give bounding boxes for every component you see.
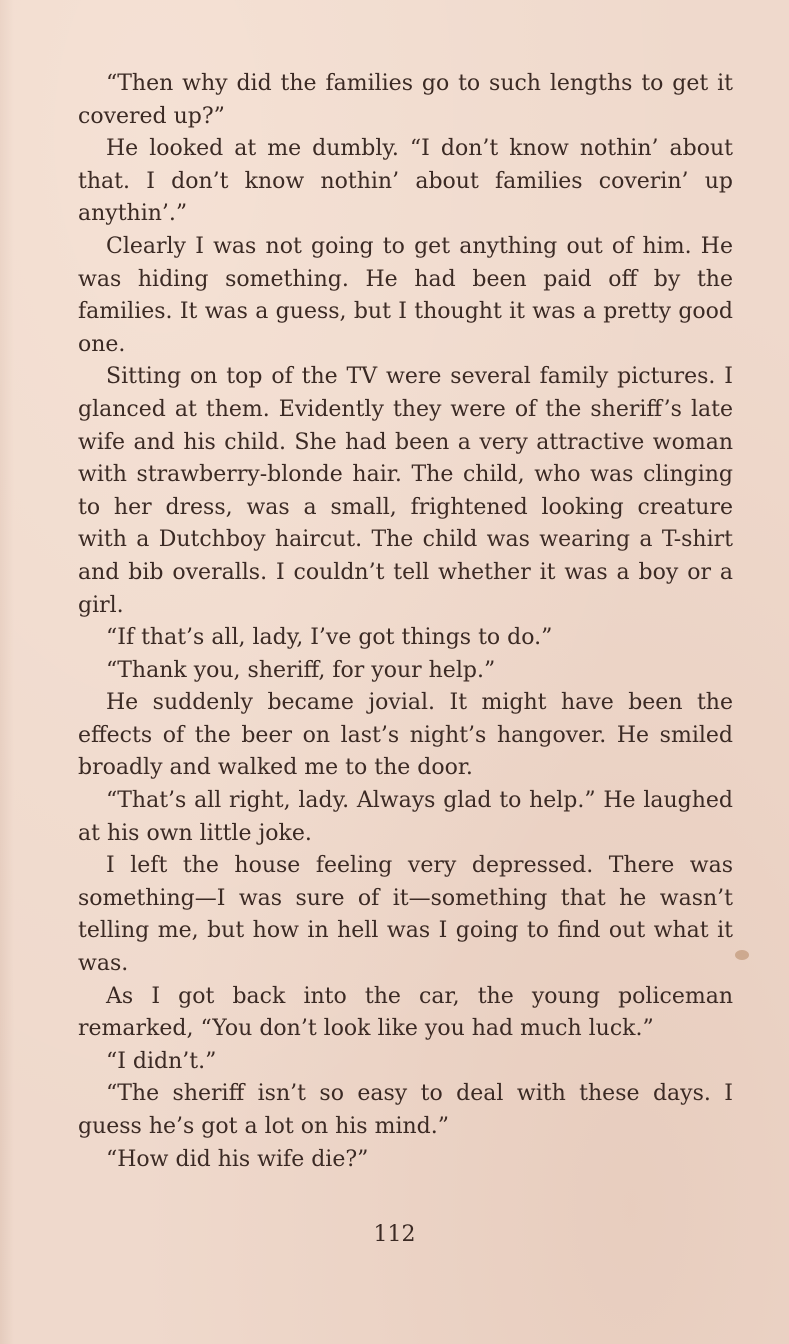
paper-stain [735, 950, 749, 960]
paragraph: As I got back into the car, the young policeman remarked, “You don’t look like you had much luck.” [78, 983, 733, 1042]
paragraph: “That’s all right, lady. Always glad to help.” He laughed at his own little joke. [78, 788, 733, 846]
paragraph: He looked at me dumbly. “I don’t know nothin’ about that. I don’t know nothin’ about families coverin’ up anythin’.” [78, 136, 733, 227]
paragraph: I left the house feeling very depressed. There was something—I was sure of it—something that he wasn’t telling me, but how in hell was I going to find out what it was. [78, 853, 733, 977]
paragraph: He suddenly became jovial. It might have been the effects of the beer on last’s night’s hangover. He smiled broadly and walked me to the door. [78, 690, 733, 781]
paragraph: “Then why did the families go to such lengths to get it covered up?” [78, 71, 733, 129]
paragraph: “The sheriff isn’t so easy to deal with these days. I guess he’s got a lot on his mind.” [78, 1081, 733, 1139]
paragraph: “If that’s all, lady, I’ve got things to do.” [106, 625, 553, 651]
paragraph: “How did his wife die?” [106, 1146, 369, 1172]
paragraph: “Thank you, sheriff, for your help.” [106, 657, 496, 683]
paragraph: Sitting on top of the TV were several family pictures. I glanced at them. Evidently they were of the sheriff’s late wife and his child. She had been a very attractive woman with strawberry-blonde hair. The child, who was clinging to her dress, was a small, frightened looking creature with a Dutchboy haircut. The child was wearing a T-shirt and bib overalls. I couldn’t tell whether it was a boy or a girl. [78, 364, 733, 618]
book-page-text [78, 68, 733, 1176]
paragraph: “I didn’t.” [106, 1048, 217, 1074]
paragraph: Clearly I was not going to get anything out of him. He was hiding something. He had been paid off by the families. It was a guess, but I thought it was a pretty good one. [78, 233, 733, 357]
page-number: 112 [373, 1222, 416, 1247]
